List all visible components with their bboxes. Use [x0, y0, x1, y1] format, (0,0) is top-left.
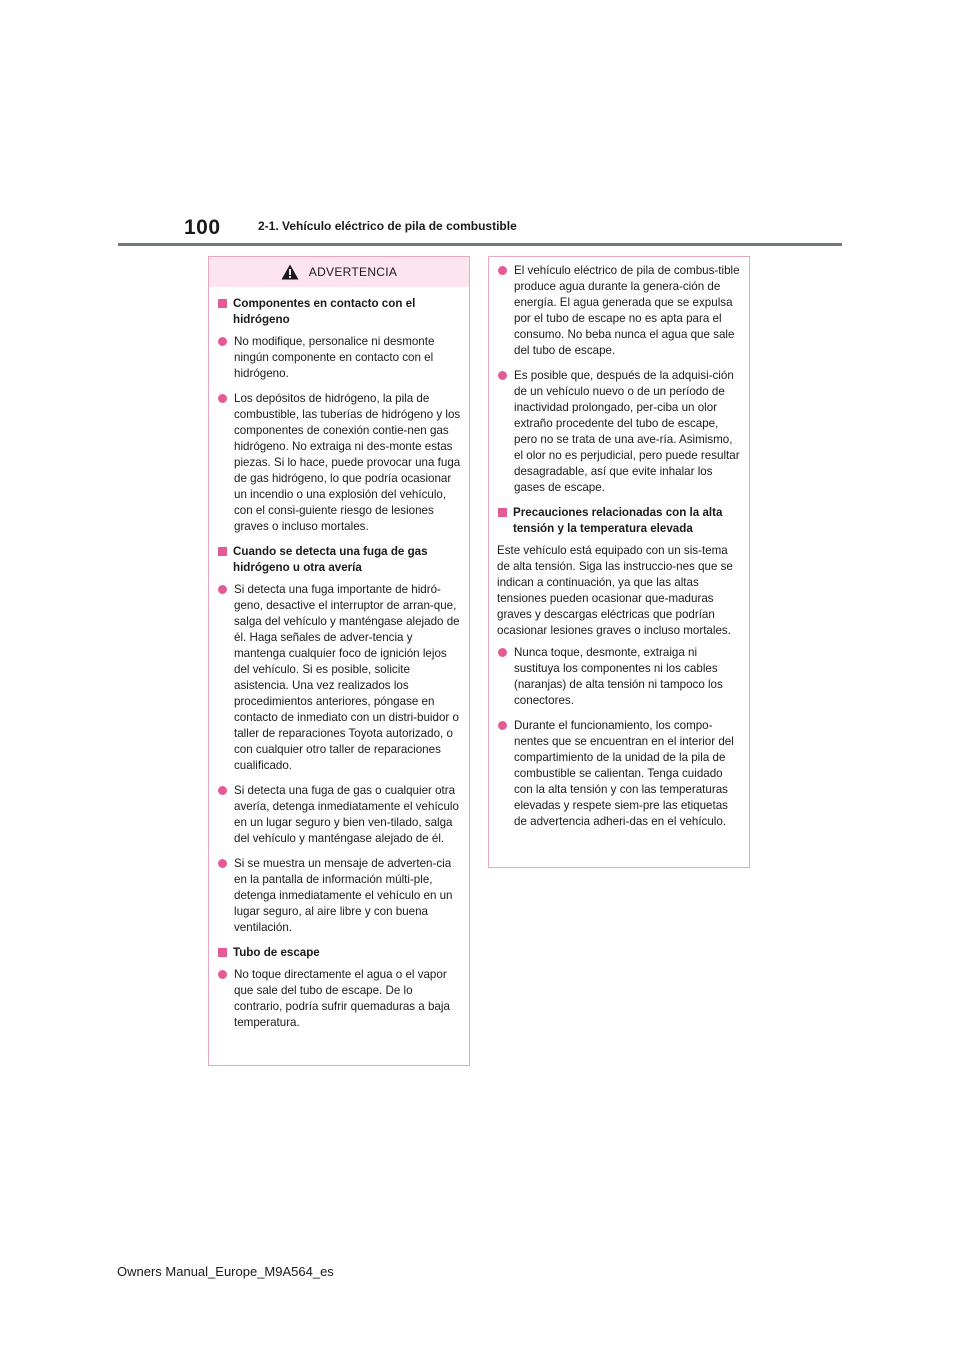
section-title: 2-1. Vehículo eléctrico de pila de combustible: [258, 219, 517, 233]
list-item: [497, 368, 741, 496]
warning-triangle-icon: [281, 264, 299, 280]
list-item-text: El vehículo eléctrico de pila de combus-tible produce agua durante la genera-ción de energía. El agua generada que se expulsa por el tubo de escape no es apta para el consumo. No beba nunca el agua que sale del tubo de escape.: [514, 264, 740, 357]
circle-bullet-icon: [218, 585, 227, 594]
list-item: [497, 718, 741, 830]
circle-bullet-icon: [218, 859, 227, 868]
circle-bullet-icon: [218, 786, 227, 795]
section-heading: [497, 505, 741, 537]
list-item-text: No modifique, personalice ni desmonte ningún componente en contacto con el hidrógeno.: [234, 335, 435, 380]
list-item-text: Los depósitos de hidrógeno, la pila de combustible, las tuberías de hidrógeno y los componentes de conexión contie-nen gas hidrógeno. No extraiga ni des-monte estas piezas. Si lo hace, puede provocar una fuga de gas hidrógeno, lo que podría ocasionar un incendio o una explosión del vehículo, con el consi-guiente riesgo de lesiones graves o incluso mortales.: [234, 392, 461, 533]
list-item-text: Si detecta una fuga importante de hidró-geno, desactive el interruptor de arran-que, salga del vehículo y manténgase alejado de él. Haga señales de adver-tencia y mantenga cualquier foco de ignición lejos del vehículo. Si es posible, solicite asistencia. Una vez realizados los procedimientos anteriores, póngase en contacto de inmediato con un distri-buidor o taller de reparaciones Toyota autorizado, o con cualquier otro taller de reparaciones cualificado.: [234, 583, 460, 772]
footer-text: Owners Manual_Europe_M9A564_es: [117, 1264, 334, 1279]
warning-box-left: [208, 256, 470, 1066]
paragraph: Este vehículo está equipado con un sis-tema de alta tensión. Siga las instruccio-nes que se indican a continuación, ya que las altas tensiones pueden ocasionar que-maduras graves y descargas eléctricas que podrían ocasionar lesiones graves o incluso mortales.: [497, 544, 733, 637]
list-item: [217, 967, 461, 1031]
warning-header: [209, 257, 469, 287]
square-bullet-icon: [498, 508, 507, 517]
square-bullet-icon: [218, 299, 227, 308]
page-number: 100: [184, 216, 221, 239]
warning-title: ADVERTENCIA: [308, 265, 398, 279]
list-item-text: Si se muestra un mensaje de adverten-cia en la pantalla de información múlti-ple, detenga inmediatamente el vehículo en un lugar seguro, al aire libre y con buena ventilación.: [234, 857, 453, 934]
square-bullet-icon: [218, 948, 227, 957]
warning-body-left: [209, 287, 469, 1046]
section-heading: [217, 945, 461, 961]
heading-text: Componentes en contacto con el hidrógeno: [233, 297, 416, 326]
square-bullet-icon: [218, 547, 227, 556]
list-item: [497, 645, 741, 709]
circle-bullet-icon: [498, 266, 507, 275]
circle-bullet-icon: [498, 721, 507, 730]
header-rule: [118, 243, 842, 246]
list-item-text: No toque directamente el agua o el vapor que sale del tubo de escape. De lo contrario, podría sufrir quemaduras a baja temperatura.: [234, 968, 450, 1029]
circle-bullet-icon: [498, 648, 507, 657]
list-item: [217, 391, 461, 535]
list-item: [497, 263, 741, 359]
section-heading: [217, 296, 461, 328]
list-item-text: Es posible que, después de la adquisi-ción de un vehículo nuevo o de un período de inactividad prolongado, per-ciba un olor extraño procedente del tubo de escape, pero no se trata de una ave-ría. Asimismo, el olor no es perjudicial, pero puede resultar desagradable, así que evite inhalar los gases de escape.: [514, 369, 740, 494]
list-item: [217, 856, 461, 936]
list-item-text: Si detecta una fuga de gas o cualquier otra avería, detenga inmediatamente el vehículo en un lugar seguro y bien ven-tilado, salga del vehículo y manténgase alejado de él.: [234, 784, 459, 845]
list-item-text: Durante el funcionamiento, los compo-nentes que se encuentran en el interior del compartimiento de la unidad de la pila de combustible se calientan. Tenga cuidado con la alta tensión y con las temperaturas elevadas y respete siem-pre las etiquetas de advertencia adheri-das en el vehículo.: [514, 719, 734, 828]
circle-bullet-icon: [218, 394, 227, 403]
list-item: [217, 783, 461, 847]
circle-bullet-icon: [218, 970, 227, 979]
heading-text: Tubo de escape: [233, 946, 320, 959]
section-heading: [217, 544, 461, 576]
circle-bullet-icon: [218, 337, 227, 346]
heading-text: Precauciones relacionadas con la alta tensión y la temperatura elevada: [513, 506, 723, 535]
circle-bullet-icon: [498, 371, 507, 380]
list-item-text: Nunca toque, desmonte, extraiga ni sustituya los componentes ni los cables (naranjas) de alta tensión ni tampoco los conectores.: [514, 646, 723, 707]
list-item: [217, 334, 461, 382]
warning-body-right: [489, 257, 749, 845]
heading-text: Cuando se detecta una fuga de gas hidrógeno u otra avería: [233, 545, 428, 574]
warning-box-right: [488, 256, 750, 868]
list-item: [217, 582, 461, 774]
